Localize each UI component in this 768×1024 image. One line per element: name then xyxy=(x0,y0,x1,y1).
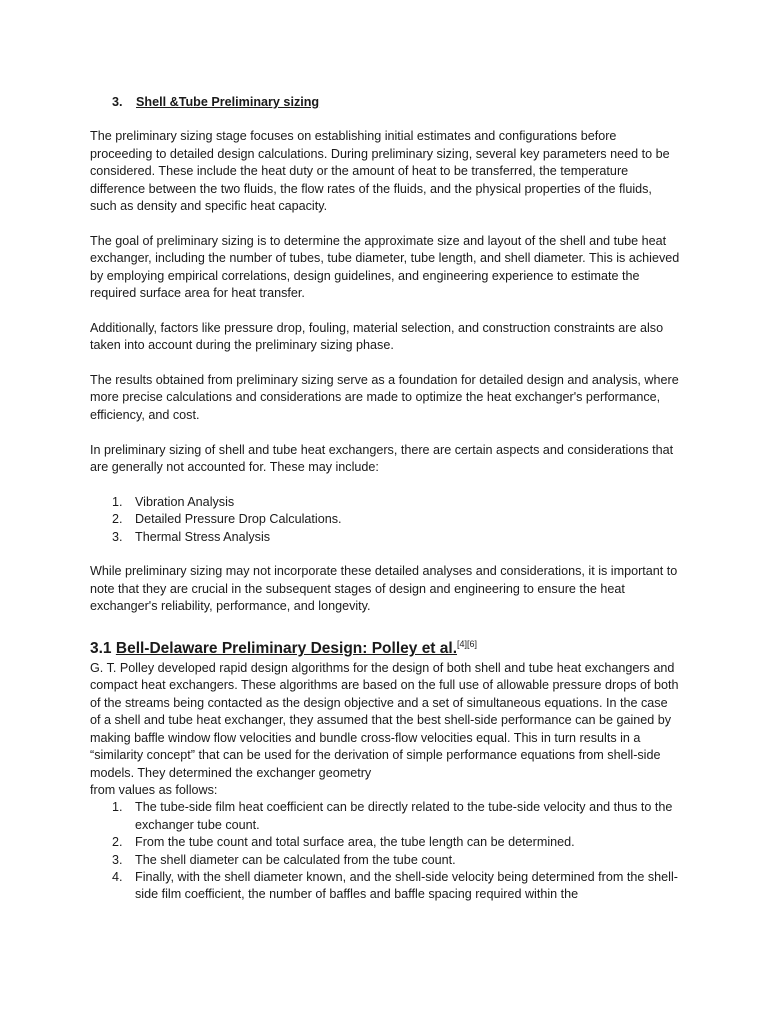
list-item xyxy=(90,511,680,528)
section-3-1-paragraph: G. T. Polley developed rapid design algorithms for the design of both shell and tube heat exchangers and compact heat exchangers. These algorithms are based on the full use of allowable pressure drops of both of the streams being contacted as the design objective and a set of simultaneous equations. In the case of a shell and tube heat exchanger, they assumed that the best shell-side performance can be gained by making baffle window flow velocities and bundle cross-flow velocities equal. This in turn results in a “similarity concept” that can be used for the derivation of simple performance equations from shell-side models. They determined the exchanger geometry xyxy=(90,661,679,780)
section-3-1-heading xyxy=(90,633,680,660)
section-3-heading xyxy=(90,94,680,111)
list-item xyxy=(90,529,680,546)
section-3-1-title: Bell-Delaware Preliminary Design: Polley et al. xyxy=(115,640,458,658)
section-3-1-paragraph-continued: from values as follows: xyxy=(90,782,218,797)
list-item-number: 1. xyxy=(112,494,123,509)
paragraph: The results obtained from preliminary sizing serve as a foundation for detailed design and analysis, where more precise calculations and considerations are made to optimize the heat exchanger's performance, efficiency, and cost. xyxy=(90,373,679,422)
not-accounted-list xyxy=(90,494,680,546)
list-item-number: 3. xyxy=(112,852,123,867)
list-item-number: 1. xyxy=(112,800,123,815)
section-3-title: Shell &Tube Preliminary sizing xyxy=(136,95,320,109)
list-item-text: Detailed Pressure Drop Calculations. xyxy=(135,512,342,527)
section-3-1-number: 3.1 xyxy=(90,640,112,658)
list-item-number: 4. xyxy=(112,869,123,884)
section-3-number: 3. xyxy=(112,95,123,109)
list-item-text: The shell diameter can be calculated from the tube count. xyxy=(135,852,456,867)
list-item-number: 3. xyxy=(112,529,123,544)
list-item xyxy=(90,852,680,869)
paragraph: Additionally, factors like pressure drop, fouling, material selection, and construction constraints are also taken into account during the preliminary sizing phase. xyxy=(90,320,664,353)
paragraph: The preliminary sizing stage focuses on establishing initial estimates and configurations before proceeding to detailed design calculations. During preliminary sizing, several key parameters need to be considered. These include the heat duty or the amount of heat to be transferred, the temperature difference between the two fluids, the flow rates of the fluids, and the physical properties of the fluids, such as density and specific heat capacity. xyxy=(90,129,670,214)
list-item xyxy=(90,869,680,904)
list-item xyxy=(90,494,680,511)
list-item-text: Thermal Stress Analysis xyxy=(135,529,271,544)
design-steps-list xyxy=(90,799,680,903)
list-item-number: 2. xyxy=(112,512,123,527)
list-item xyxy=(90,834,680,851)
document-page xyxy=(90,92,680,904)
list-item xyxy=(90,799,680,834)
paragraph: The goal of preliminary sizing is to determine the approximate size and layout of the shell and tube heat exchanger, including the number of tubes, tube diameter, tube length, and shell diameter. This is achieved by employing empirical correlations, design guidelines, and engineering experience to estimate the required surface area for heat transfer. xyxy=(90,233,680,301)
list-item-text: Finally, with the shell diameter known, and the shell-side velocity being determined from the shell-side film coefficient, the number of baffles and baffle spacing required within the xyxy=(135,869,678,902)
paragraph: In preliminary sizing of shell and tube heat exchangers, there are certain aspects and considerations that are generally not accounted for. These may include: xyxy=(90,442,674,475)
reference-superscript: [4][6] xyxy=(457,639,478,650)
closing-paragraph: While preliminary sizing may not incorporate these detailed analyses and considerations, it is important to note that they are crucial in the subsequent stages of design and engineering to ensure the heat exchanger's reliability, performance, and longevity. xyxy=(90,564,678,614)
list-item-text: From the tube count and total surface area, the tube length can be determined. xyxy=(135,835,575,850)
list-item-text: The tube-side film heat coefficient can be directly related to the tube-side velocity and thus to the exchanger tube count. xyxy=(135,800,673,832)
list-item-number: 2. xyxy=(112,835,123,850)
list-item-text: Vibration Analysis xyxy=(135,494,235,509)
